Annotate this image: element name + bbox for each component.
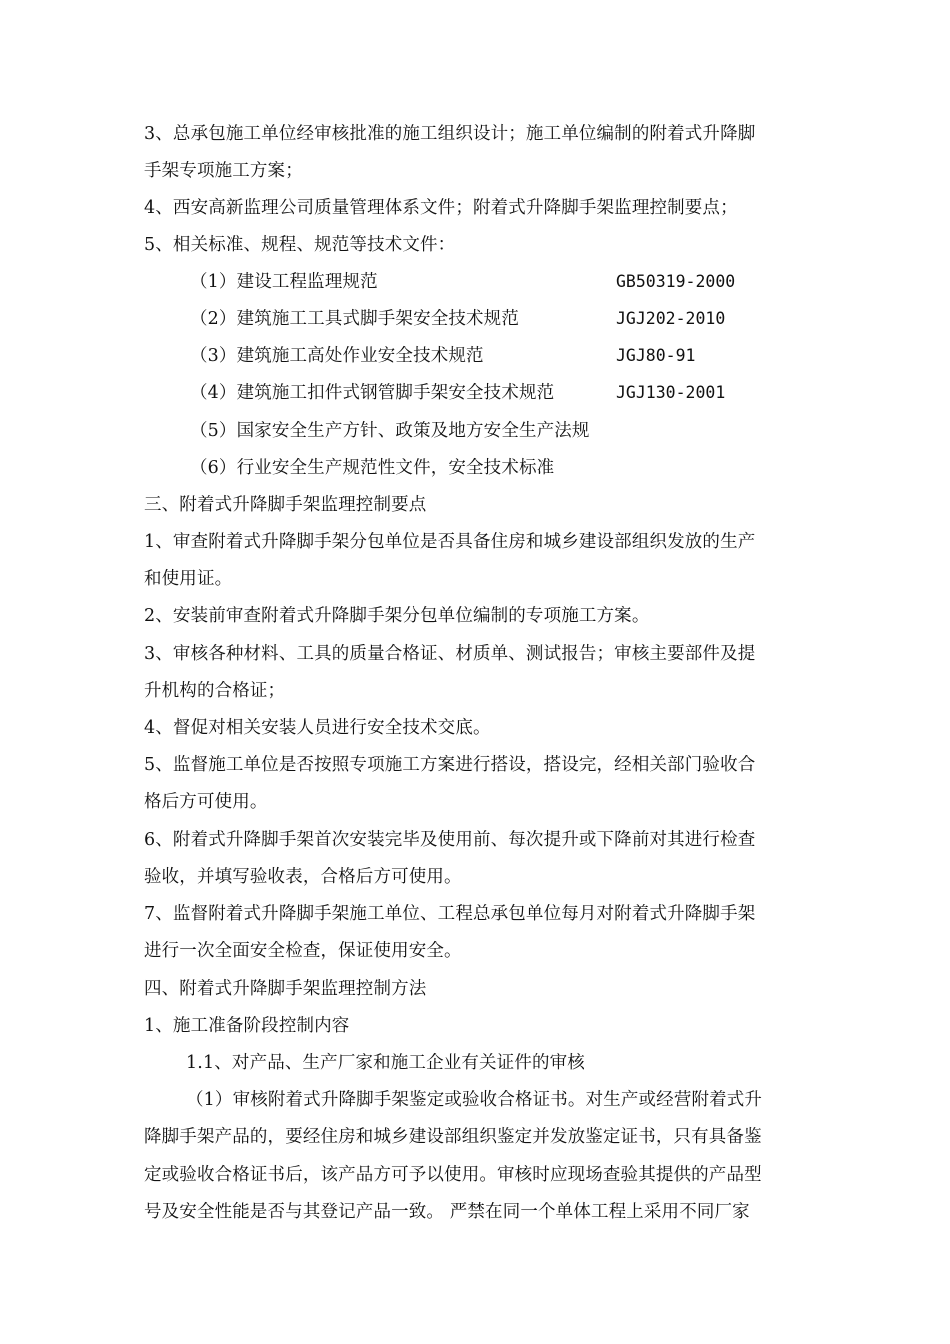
standard-item: （5）国家安全生产方针、政策及地方安全生产法规 bbox=[190, 421, 590, 441]
text-line: 降脚手架产品的，要经住房和城乡建设部组织鉴定并发放鉴定证书，只有具备鉴 bbox=[144, 1127, 762, 1147]
standard-item: （4）建筑施工扣件式钢管脚手架安全技术规范 bbox=[190, 383, 555, 403]
standard-code: JGJ130-2001 bbox=[616, 383, 726, 402]
text-line: 5、监督施工单位是否按照专项施工方案进行搭设，搭设完，经相关部门验收合 bbox=[144, 755, 756, 775]
text-line: 3、总承包施工单位经审核批准的施工组织设计；施工单位编制的附着式升降脚 bbox=[144, 124, 756, 144]
text-line: 升机构的合格证； bbox=[144, 681, 286, 701]
subsection-heading: 1.1、对产品、生产厂家和施工企业有关证件的审核 bbox=[186, 1053, 585, 1073]
text-line: 4、西安高新监理公司质量管理体系文件；附着式升降脚手架监理控制要点； bbox=[144, 198, 738, 218]
text-line: 号及安全性能是否与其登记产品一致。 严禁在同一个单体工程上采用不同厂家 bbox=[144, 1202, 750, 1222]
standard-code: GB50319-2000 bbox=[616, 272, 736, 291]
text-line: 手架专项施工方案； bbox=[144, 161, 303, 181]
text-line: 5、相关标准、规程、规范等技术文件： bbox=[144, 235, 456, 255]
text-line: 进行一次全面安全检查，保证使用安全。 bbox=[144, 941, 462, 961]
text-line: 3、审核各种材料、工具的质量合格证、材质单、测试报告；审核主要部件及提 bbox=[144, 644, 756, 664]
standard-item: （1）建设工程监理规范 bbox=[190, 272, 378, 292]
section-heading: 四、附着式升降脚手架监理控制方法 bbox=[144, 979, 427, 999]
text-line: 1、审查附着式升降脚手架分包单位是否具备住房和城乡建设部组织发放的生产 bbox=[144, 532, 756, 552]
subsection-heading: 1、施工准备阶段控制内容 bbox=[144, 1016, 350, 1036]
text-line: （1）审核附着式升降脚手架鉴定或验收合格证书。对生产或经营附着式升 bbox=[186, 1090, 763, 1110]
standard-item: （6）行业安全生产规范性文件，安全技术标准 bbox=[190, 458, 555, 478]
text-line: 定或验收合格证书后，该产品方可予以使用。审核时应现场查验其提供的产品型 bbox=[144, 1165, 762, 1185]
text-line: 2、安装前审查附着式升降脚手架分包单位编制的专项施工方案。 bbox=[144, 606, 650, 626]
standard-item: （3）建筑施工高处作业安全技术规范 bbox=[190, 346, 484, 366]
text-line: 格后方可使用。 bbox=[144, 792, 268, 812]
standard-code: JGJ202-2010 bbox=[616, 309, 726, 328]
text-line: 7、监督附着式升降脚手架施工单位、工程总承包单位每月对附着式升降脚手架 bbox=[144, 904, 756, 924]
text-line: 4、督促对相关安装人员进行安全技术交底。 bbox=[144, 718, 491, 738]
text-line: 和使用证。 bbox=[144, 569, 233, 589]
standard-code: JGJ80-91 bbox=[616, 346, 696, 365]
text-line: 验收，并填写验收表，合格后方可使用。 bbox=[144, 867, 462, 887]
standard-item: （2）建筑施工工具式脚手架安全技术规范 bbox=[190, 309, 519, 329]
section-heading: 三、附着式升降脚手架监理控制要点 bbox=[144, 495, 427, 515]
text-line: 6、附着式升降脚手架首次安装完毕及使用前、每次提升或下降前对其进行检查 bbox=[144, 830, 756, 850]
